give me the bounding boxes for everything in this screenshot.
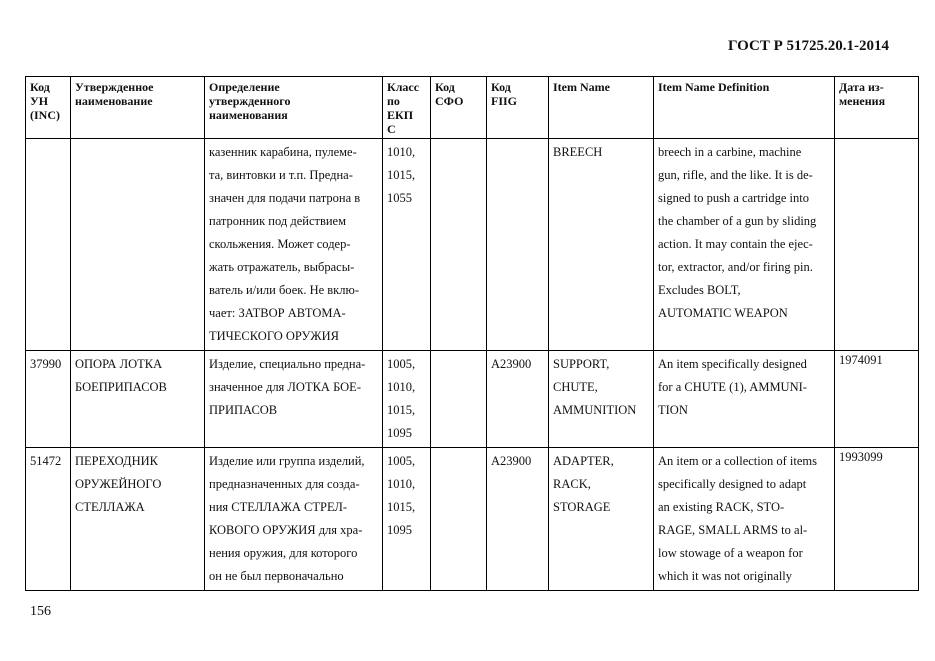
cell-line: казенник карабина, пулеме- — [209, 145, 357, 159]
cell-line: 1015, — [387, 168, 416, 182]
cell-line: он не был первоначально — [209, 569, 344, 583]
header-col-change-date — [835, 77, 919, 139]
cell-line: патронник под действием — [209, 214, 347, 228]
page-number: 156 — [30, 604, 51, 619]
cell-line: CHUTE, — [553, 380, 598, 394]
cell-line: RAGE, SMALL ARMS to al- — [658, 523, 808, 537]
cell-line: ADAPTER, — [553, 454, 614, 468]
header-col-item-name — [549, 77, 654, 139]
cell-change-date — [835, 139, 919, 351]
header-line: СФО — [435, 94, 464, 108]
cell-line: 1055 — [387, 191, 412, 205]
cell-sfo-code — [431, 351, 487, 448]
cell-line: Изделие или группа изделий, — [209, 454, 365, 468]
header-line: Item Name — [553, 80, 610, 94]
cell-line: 1015, — [387, 500, 416, 514]
cell-line: БОЕПРИПАСОВ — [75, 380, 167, 394]
header-line: FIIG — [491, 94, 518, 108]
cell-inc-code: 37990 — [26, 351, 71, 448]
header-line: Код — [491, 80, 511, 94]
cell-line: та, винтовки и т.п. Предна- — [209, 168, 353, 182]
cell-line: An item specifically designed — [658, 357, 807, 371]
cell-line: Excludes BOLT, — [658, 283, 741, 297]
cell-line: значенное для ЛОТКА БОЕ- — [209, 380, 361, 394]
cell-sfo-code — [431, 448, 487, 591]
cell-definition — [205, 351, 383, 448]
cell-definition — [205, 448, 383, 591]
header-col-inc — [26, 77, 71, 139]
header-col-definition — [205, 77, 383, 139]
cell-line: ТИЧЕСКОГО ОРУЖИЯ — [209, 329, 339, 343]
cell-line: An item or a collection of items — [658, 454, 817, 468]
cell-line: нения оружия, для которого — [209, 546, 358, 560]
cell-line: СТЕЛЛАЖА — [75, 500, 145, 514]
cell-line: ОПОРА ЛОТКА — [75, 357, 163, 371]
cell-line: low stowage of a weapon for — [658, 546, 803, 560]
cell-line: 1005, — [387, 357, 416, 371]
cell-change-date: 1974091 — [835, 351, 919, 448]
cell-line: 1010, — [387, 380, 416, 394]
cell-line: AUTOMATIC WEAPON — [658, 306, 788, 320]
cell-line: breech in a carbine, machine — [658, 145, 802, 159]
header-line: по — [387, 94, 400, 108]
cell-line: specifically designed to adapt — [658, 477, 807, 491]
header-col-class — [383, 77, 431, 139]
cell-approved-name — [71, 351, 205, 448]
cell-line: the chamber of a gun by sliding — [658, 214, 817, 228]
cell-line: чает: ЗАТВОР АВТОМА- — [209, 306, 346, 320]
cell-line: 1005, — [387, 454, 416, 468]
cell-item-name — [549, 351, 654, 448]
cell-line: скольжения. Может содер- — [209, 237, 351, 251]
header-line: Утвержденное — [75, 80, 154, 94]
cell-class-code — [383, 448, 431, 591]
table-row — [26, 139, 919, 351]
header-line: менения — [839, 94, 886, 108]
cell-line: КОВОГО ОРУЖИЯ для хра- — [209, 523, 363, 537]
cell-item-name — [549, 448, 654, 591]
header-col-sfo — [431, 77, 487, 139]
header-line: утвержденного — [209, 94, 291, 108]
cell-line: 1010, — [387, 477, 416, 491]
cell-line: BREECH — [553, 145, 603, 159]
cell-line: AMMUNITION — [553, 403, 637, 417]
cell-class-code — [383, 351, 431, 448]
cell-line: 1095 — [387, 523, 412, 537]
cell-line: TION — [658, 403, 688, 417]
cell-inc-code: 51472 — [26, 448, 71, 591]
cell-definition — [205, 139, 383, 351]
table-header-row — [26, 77, 919, 139]
cell-fiig-code — [487, 139, 549, 351]
header-line: Код — [435, 80, 455, 94]
cell-class-code — [383, 139, 431, 351]
cell-line: gun, rifle, and the like. It is de- — [658, 168, 813, 182]
cell-line: for a CHUTE (1), AMMUNI- — [658, 380, 807, 394]
cell-line: tor, extractor, and/or firing pin. — [658, 260, 813, 274]
cell-fiig-code: A23900 — [487, 448, 549, 591]
cell-line: предназначенных для созда- — [209, 477, 360, 491]
cell-line: which it was not originally — [658, 569, 793, 583]
cell-line: ПРИПАСОВ — [209, 403, 278, 417]
table-row — [26, 351, 919, 448]
cell-approved-name — [71, 448, 205, 591]
cell-item-definition — [654, 139, 835, 351]
cell-item-definition — [654, 448, 835, 591]
header-col-item-definition — [654, 77, 835, 139]
document-standard-header: ГОСТ Р 51725.20.1-2014 — [727, 38, 889, 54]
header-line: С — [387, 122, 396, 136]
catalog-table — [25, 76, 919, 591]
header-line: наименования — [209, 108, 288, 122]
header-line: ЕКП — [387, 108, 414, 122]
cell-line: ния СТЕЛЛАЖА СТРЕЛ- — [209, 500, 348, 514]
header-line: Дата из- — [839, 80, 884, 94]
cell-line: ватель и/или боек. Не вклю- — [209, 283, 359, 297]
cell-line: an existing RACK, STO- — [658, 500, 785, 514]
cell-line: SUPPORT, — [553, 357, 610, 371]
header-line: (INC) — [30, 108, 60, 122]
header-line: Код — [30, 80, 50, 94]
header-col-fiig — [487, 77, 549, 139]
cell-approved-name — [71, 139, 205, 351]
header-col-approved-name — [71, 77, 205, 139]
cell-line: Изделие, специально предна- — [209, 357, 366, 371]
table-body — [26, 139, 919, 591]
cell-line: 1010, — [387, 145, 416, 159]
cell-line: 1095 — [387, 426, 412, 440]
cell-line: значен для подачи патрона в — [209, 191, 361, 205]
header-line: наименование — [75, 94, 153, 108]
cell-item-definition — [654, 351, 835, 448]
cell-sfo-code — [431, 139, 487, 351]
cell-inc-code — [26, 139, 71, 351]
cell-line: RACK, — [553, 477, 591, 491]
cell-line: ОРУЖЕЙНОГО — [75, 477, 162, 491]
cell-line: signed to push a cartridge into — [658, 191, 810, 205]
table-row — [26, 448, 919, 591]
cell-line: STORAGE — [553, 500, 611, 514]
cell-item-name — [549, 139, 654, 351]
cell-line: ПЕРЕХОДНИК — [75, 454, 158, 468]
header-line: Item Name Definition — [658, 80, 770, 94]
cell-line: 1015, — [387, 403, 416, 417]
header-line: УН — [30, 94, 49, 108]
cell-fiig-code: A23900 — [487, 351, 549, 448]
header-line: Определение — [209, 80, 280, 94]
header-line: Класс — [387, 80, 420, 94]
cell-line: action. It may contain the ejec- — [658, 237, 813, 251]
cell-change-date: 1993099 — [835, 448, 919, 591]
cell-line: жать отражатель, выбрасы- — [209, 260, 355, 274]
